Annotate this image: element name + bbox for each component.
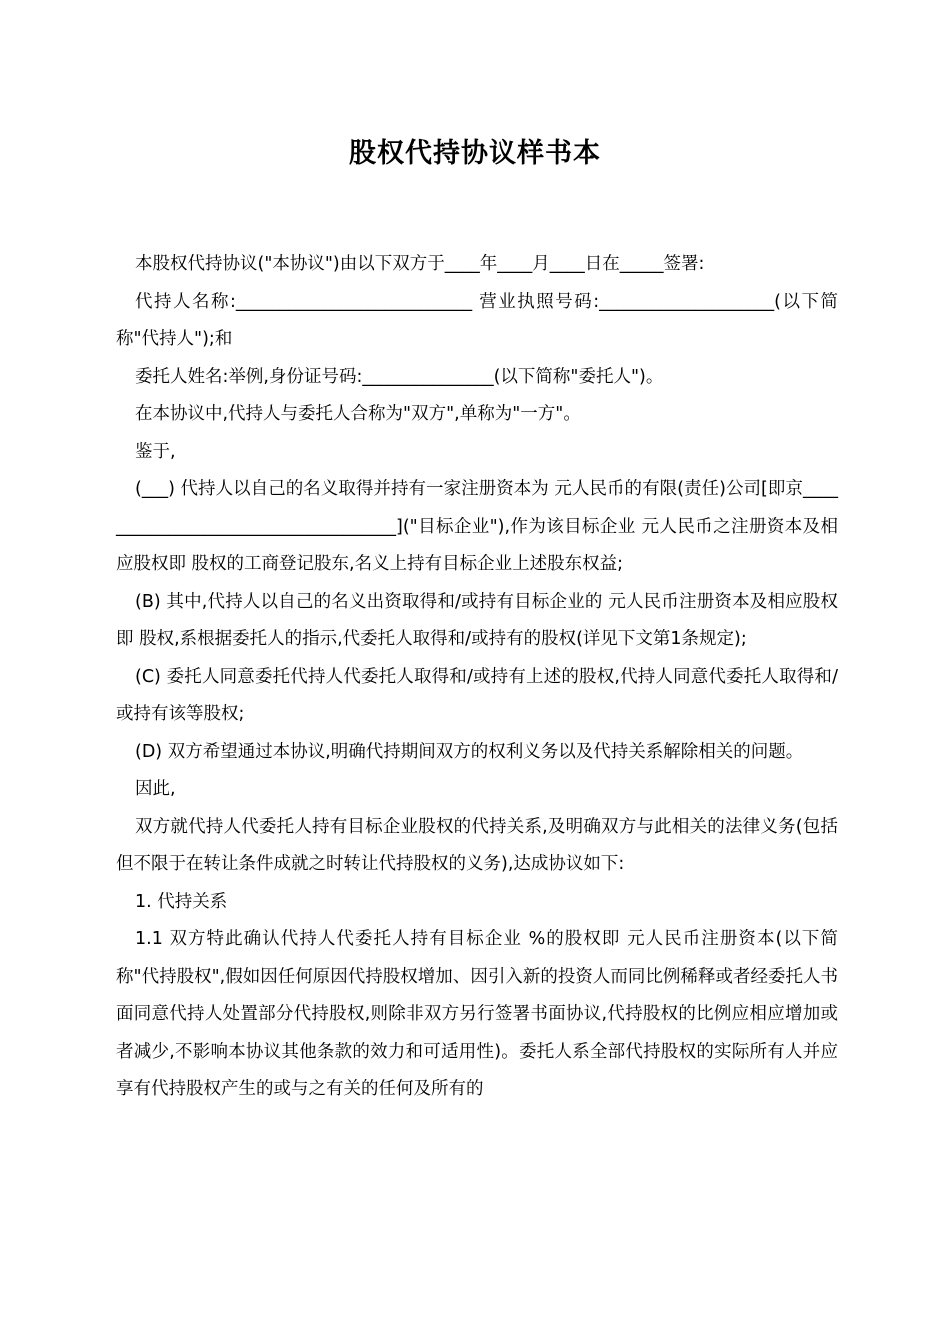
paragraph-principal-info: 委托人姓名:举例,身份证号码:_______________(以下简称"委托人")。 (135, 366, 664, 387)
section-heading-1: 1. 代持关系 (135, 891, 228, 912)
paragraph-parties-definition: 在本协议中,代持人与委托人合称为"双方",单称为"一方"。 (135, 404, 581, 424)
paragraph-recital-b: (B) 其中,代持人以自己的名义出资取得和/或持有目标企业的 元人民币注册资本及相应股权即 股权,系根据委托人的指示,代委托人取得和/或持有的股权(详见下文第1条规定); (116, 591, 838, 649)
paragraph-recital-c: (C) 委托人同意委托代持人代委托人取得和/或持有上述的股权,代持人同意代委托人取得和/或持有该等股权; (116, 666, 838, 724)
paragraph-agent-info: 代持人名称:___________________________ 营业执照号码:____________________(以下简称"代持人");和 (116, 291, 838, 349)
paragraph-recital-d: (D) 双方希望通过本协议,明确代持期间双方的权利义务以及代持关系解除相关的问题。 (135, 741, 804, 762)
paragraph-therefore: 因此, (135, 779, 176, 799)
document-title: 股权代持协议样书本 (349, 138, 601, 169)
paragraph-recital-a: (___) 代持人以自己的名义取得并持有一家注册资本为 元人民币的有限(责任)公司[即京____________________________________]("目标企业"),作为该目标企业 元人民币之注册资本及相应股权即 股权的工商登记股东,名义上持有目标企业上述股东权益; (116, 479, 838, 574)
paragraph-signing-statement: 本股权代持协议("本协议")由以下双方于____年____月____日在_____签署: (135, 254, 705, 274)
document-body (116, 246, 838, 1109)
paragraph-agreement-intro: 双方就代持人代委托人持有目标企业股权的代持关系,及明确双方与此相关的法律义务(包括但不限于在转让条件成就之时转让代持股权的义务),达成协议如下: (116, 816, 838, 874)
clause-1-1: 1.1 双方特此确认代持人代委托人持有目标企业 %的股权即 元人民币注册资本(以下简称"代持股权",假如因任何原因代持股权增加、因引入新的投资人而同比例稀释或者经委托人书面同意代持人处置部分代持股权,则除非双方另行签署书面协议,代持股权的比例应相应增加或者减少,不影响本协议其他条款的效力和可适用性)。委托人系全部代持股权的实际所有人并应享有代持股权产生的或与之有关的任何及所有的 (116, 929, 838, 1099)
paragraph-whereas: 鉴于, (135, 441, 176, 462)
